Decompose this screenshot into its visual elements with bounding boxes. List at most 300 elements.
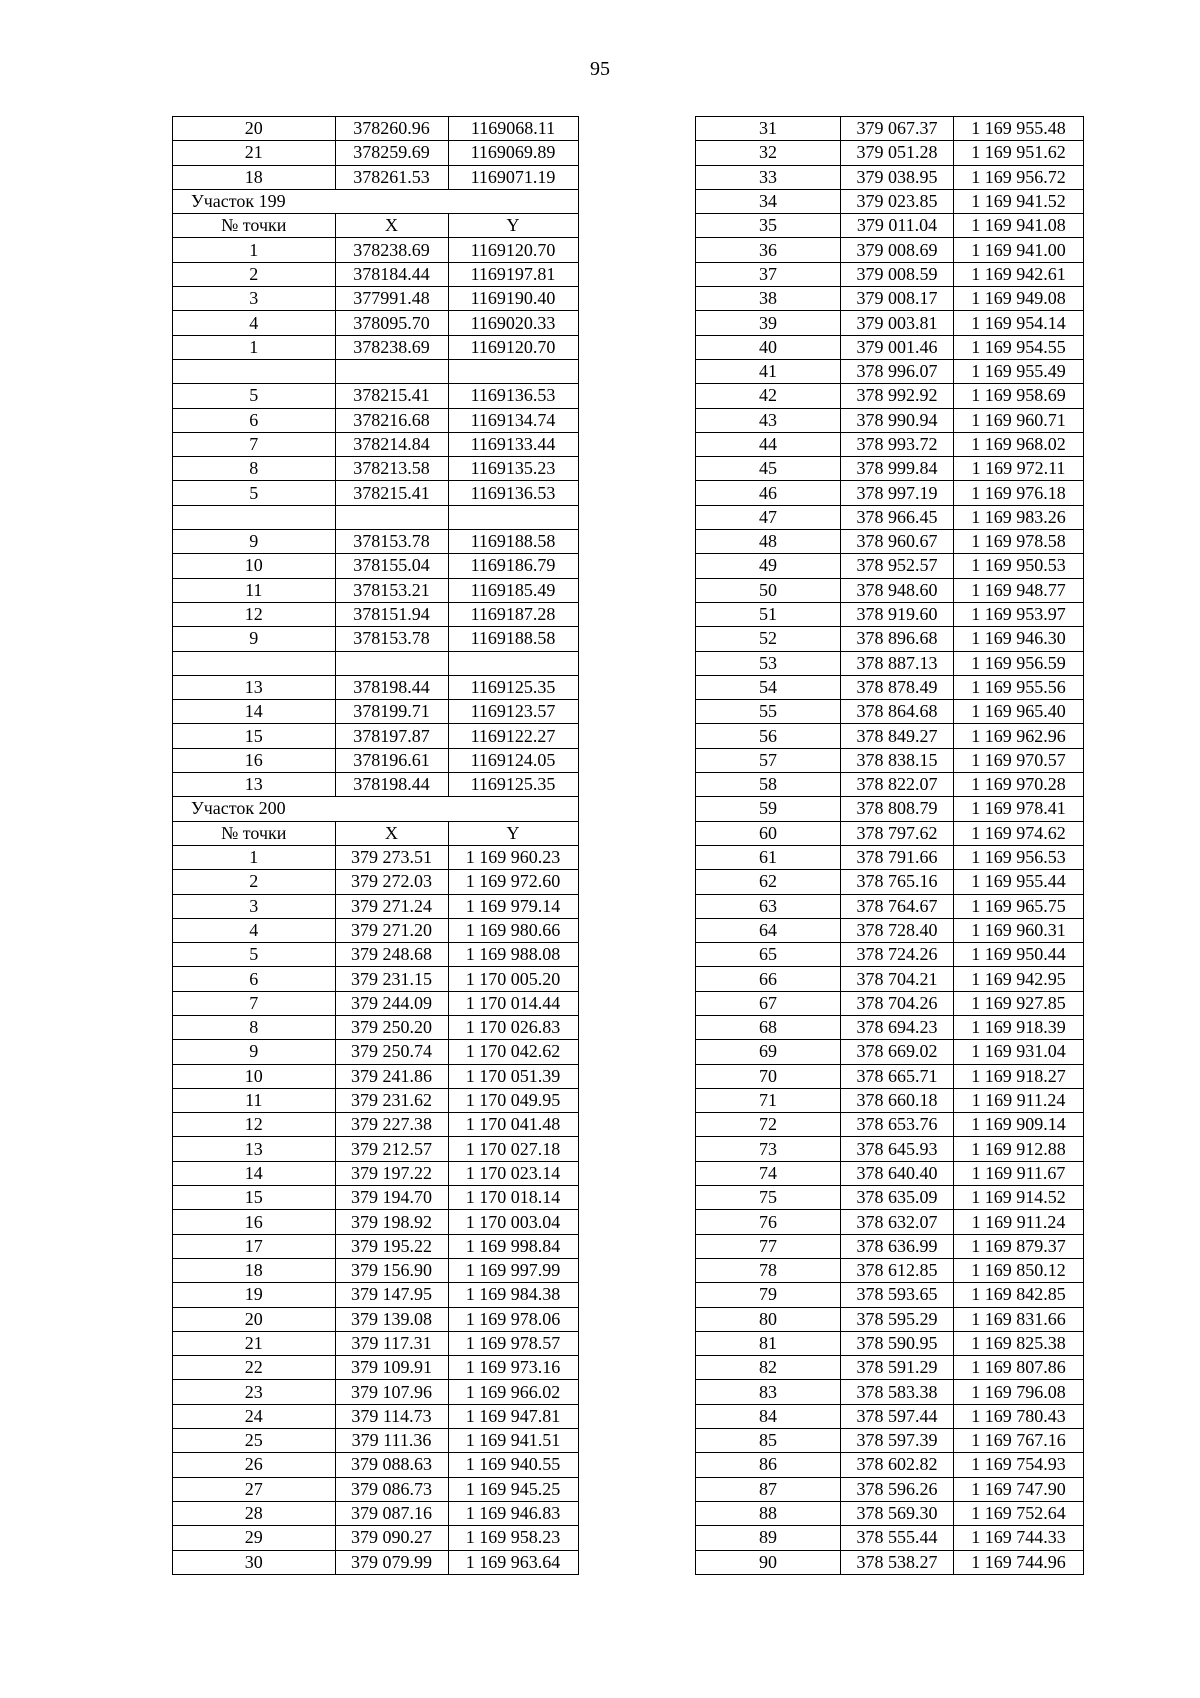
point-number-cell: 89 (696, 1526, 841, 1550)
table-row (696, 262, 1084, 286)
x-coordinate-cell: 379 051.28 (841, 141, 954, 165)
x-coordinate-cell: 379 079.99 (335, 1550, 448, 1574)
x-coordinate-cell: 379 008.59 (841, 262, 954, 286)
y-coordinate-cell: 1 169 960.71 (954, 408, 1084, 432)
section-fill (335, 189, 578, 213)
section-title: Участок 199 (173, 189, 336, 213)
y-coordinate-cell: 1 169 911.24 (954, 1088, 1084, 1112)
table-row (696, 481, 1084, 505)
point-number-cell: 13 (173, 1137, 336, 1161)
point-number-cell: 49 (696, 554, 841, 578)
x-coordinate-cell: 378 538.27 (841, 1550, 954, 1574)
y-coordinate-cell: 1 169 780.43 (954, 1404, 1084, 1428)
table-row (696, 432, 1084, 456)
table-row (696, 1404, 1084, 1428)
table-row (173, 918, 579, 942)
point-number-cell: 15 (173, 724, 336, 748)
point-number-cell: 72 (696, 1113, 841, 1137)
y-coordinate-cell: 1169068.11 (448, 117, 578, 141)
y-coordinate-cell: 1 169 807.86 (954, 1356, 1084, 1380)
y-coordinate-cell: 1 169 941.08 (954, 214, 1084, 238)
point-number-cell: 43 (696, 408, 841, 432)
point-number-cell: 81 (696, 1331, 841, 1355)
x-coordinate-cell: 378 966.45 (841, 505, 954, 529)
point-number-cell: 60 (696, 821, 841, 845)
x-coordinate-cell: 378 596.26 (841, 1477, 954, 1501)
y-coordinate-cell: 1169020.33 (448, 311, 578, 335)
point-number-cell: 10 (173, 554, 336, 578)
x-coordinate-cell: 378 728.40 (841, 918, 954, 942)
x-coordinate-cell: 379 067.37 (841, 117, 954, 141)
y-coordinate-cell: 1 169 948.77 (954, 578, 1084, 602)
table-row (696, 797, 1084, 821)
point-number-cell: 30 (173, 1550, 336, 1574)
table-row (696, 1064, 1084, 1088)
y-coordinate-cell: 1 169 976.18 (954, 481, 1084, 505)
table-row (696, 141, 1084, 165)
table-row (696, 651, 1084, 675)
point-number-cell: 53 (696, 651, 841, 675)
y-coordinate-cell: 1 169 796.08 (954, 1380, 1084, 1404)
table-row (696, 1258, 1084, 1282)
x-coordinate-cell: 379 011.04 (841, 214, 954, 238)
table-row (696, 359, 1084, 383)
point-number-cell: 58 (696, 773, 841, 797)
table-row (696, 1210, 1084, 1234)
point-number-cell: 16 (173, 1210, 336, 1234)
table-row (173, 943, 579, 967)
y-coordinate-cell: 1169125.35 (448, 675, 578, 699)
table-row (696, 1307, 1084, 1331)
y-coordinate-cell: 1169135.23 (448, 457, 578, 481)
x-coordinate-cell: 378238.69 (335, 238, 448, 262)
x-coordinate-cell: 379 003.81 (841, 311, 954, 335)
table-row (173, 578, 579, 602)
point-number-cell: 11 (173, 1088, 336, 1112)
point-number-cell: 50 (696, 578, 841, 602)
x-coordinate-cell: 379 038.95 (841, 165, 954, 189)
x-coordinate-cell: 378 997.19 (841, 481, 954, 505)
point-number-cell: 20 (173, 117, 336, 141)
y-coordinate-cell: 1 170 003.04 (448, 1210, 578, 1234)
section-row (173, 189, 579, 213)
table-row (173, 384, 579, 408)
x-coordinate-cell: 378 864.68 (841, 700, 954, 724)
table-row (696, 1161, 1084, 1185)
y-coordinate-cell: 1 170 005.20 (448, 967, 578, 991)
point-number-cell: 66 (696, 967, 841, 991)
table-row (173, 432, 579, 456)
header-row (173, 821, 579, 845)
y-coordinate-cell: 1 169 752.64 (954, 1501, 1084, 1525)
x-coordinate-cell: 378 612.85 (841, 1258, 954, 1282)
x-coordinate-cell: 379 227.38 (335, 1113, 448, 1137)
point-number-cell: 45 (696, 457, 841, 481)
x-coordinate-cell: 378 640.40 (841, 1161, 954, 1185)
empty-cell (448, 651, 578, 675)
x-coordinate-cell: 378184.44 (335, 262, 448, 286)
table-row (173, 627, 579, 651)
table-row (696, 311, 1084, 335)
section-row (173, 797, 579, 821)
y-coordinate-cell: 1 169 955.56 (954, 675, 1084, 699)
point-number-cell: 90 (696, 1550, 841, 1574)
point-number-cell: 20 (173, 1307, 336, 1331)
x-coordinate-cell: 378 704.21 (841, 967, 954, 991)
y-coordinate-cell: 1 170 023.14 (448, 1161, 578, 1185)
point-number-cell: 2 (173, 870, 336, 894)
y-coordinate-cell: 1169133.44 (448, 432, 578, 456)
point-number-cell: 46 (696, 481, 841, 505)
y-coordinate-cell: 1 169 927.85 (954, 991, 1084, 1015)
table-row (696, 1088, 1084, 1112)
table-row (696, 505, 1084, 529)
table-row (173, 724, 579, 748)
table-row (696, 578, 1084, 602)
table-row (696, 165, 1084, 189)
x-coordinate-cell: 378 591.29 (841, 1356, 954, 1380)
point-number-cell: 52 (696, 627, 841, 651)
y-coordinate-cell: 1 169 955.44 (954, 870, 1084, 894)
y-coordinate-cell: 1 169 931.04 (954, 1040, 1084, 1064)
point-number-cell: 70 (696, 1064, 841, 1088)
table-row (696, 1429, 1084, 1453)
y-coordinate-cell: 1 169 980.66 (448, 918, 578, 942)
x-coordinate-cell: 378 764.67 (841, 894, 954, 918)
y-coordinate-cell: 1169186.79 (448, 554, 578, 578)
table-row (696, 1234, 1084, 1258)
y-coordinate-cell: 1 170 051.39 (448, 1064, 578, 1088)
table-row (696, 845, 1084, 869)
table-row (696, 1501, 1084, 1525)
column-header-x: X (335, 821, 448, 845)
y-coordinate-cell: 1 169 950.44 (954, 943, 1084, 967)
y-coordinate-cell: 1 169 965.40 (954, 700, 1084, 724)
table-row (173, 1429, 579, 1453)
table-row (173, 1331, 579, 1355)
point-number-cell: 32 (696, 141, 841, 165)
y-coordinate-cell: 1169187.28 (448, 602, 578, 626)
table-row (173, 1040, 579, 1064)
y-coordinate-cell: 1 169 942.95 (954, 967, 1084, 991)
y-coordinate-cell: 1 169 956.59 (954, 651, 1084, 675)
x-coordinate-cell: 379 198.92 (335, 1210, 448, 1234)
point-number-cell: 13 (173, 773, 336, 797)
empty-cell (335, 505, 448, 529)
x-coordinate-cell: 379 231.15 (335, 967, 448, 991)
point-number-cell: 69 (696, 1040, 841, 1064)
x-coordinate-cell: 379 008.69 (841, 238, 954, 262)
x-coordinate-cell: 378 999.84 (841, 457, 954, 481)
table-row (696, 724, 1084, 748)
table-row (173, 1283, 579, 1307)
point-number-cell: 29 (173, 1526, 336, 1550)
point-number-cell: 9 (173, 1040, 336, 1064)
x-coordinate-cell: 379 273.51 (335, 845, 448, 869)
table-row (173, 287, 579, 311)
y-coordinate-cell: 1 169 946.30 (954, 627, 1084, 651)
table-row (696, 748, 1084, 772)
point-number-cell: 23 (173, 1380, 336, 1404)
table-row (696, 117, 1084, 141)
empty-cell (173, 651, 336, 675)
table-row (696, 1015, 1084, 1039)
y-coordinate-cell: 1 169 945.25 (448, 1477, 578, 1501)
y-coordinate-cell: 1169124.05 (448, 748, 578, 772)
table-row (173, 554, 579, 578)
y-coordinate-cell: 1 169 911.67 (954, 1161, 1084, 1185)
x-coordinate-cell: 378 602.82 (841, 1453, 954, 1477)
point-number-cell: 64 (696, 918, 841, 942)
x-coordinate-cell: 378199.71 (335, 700, 448, 724)
empty-cell (335, 359, 448, 383)
x-coordinate-cell: 378 948.60 (841, 578, 954, 602)
point-number-cell: 84 (696, 1404, 841, 1428)
y-coordinate-cell: 1 169 963.64 (448, 1550, 578, 1574)
x-coordinate-cell: 379 271.20 (335, 918, 448, 942)
table-row (696, 1453, 1084, 1477)
point-number-cell: 22 (173, 1356, 336, 1380)
table-row (696, 1137, 1084, 1161)
coordinates-table-right (695, 116, 1084, 1575)
empty-cell (448, 359, 578, 383)
x-coordinate-cell: 378 632.07 (841, 1210, 954, 1234)
point-number-cell: 14 (173, 1161, 336, 1185)
y-coordinate-cell: 1169197.81 (448, 262, 578, 286)
point-number-cell: 34 (696, 189, 841, 213)
x-coordinate-cell: 379 109.91 (335, 1356, 448, 1380)
point-number-cell: 12 (173, 602, 336, 626)
y-coordinate-cell: 1 169 979.14 (448, 894, 578, 918)
table-row (173, 1380, 579, 1404)
x-coordinate-cell: 378 665.71 (841, 1064, 954, 1088)
y-coordinate-cell: 1169190.40 (448, 287, 578, 311)
x-coordinate-cell: 378 990.94 (841, 408, 954, 432)
x-coordinate-cell: 379 147.95 (335, 1283, 448, 1307)
table-row (173, 457, 579, 481)
y-coordinate-cell: 1 169 962.96 (954, 724, 1084, 748)
x-coordinate-cell: 378214.84 (335, 432, 448, 456)
table-row (173, 748, 579, 772)
table-row (696, 870, 1084, 894)
x-coordinate-cell: 378 555.44 (841, 1526, 954, 1550)
x-coordinate-cell: 378 993.72 (841, 432, 954, 456)
point-number-cell: 40 (696, 335, 841, 359)
table-row (173, 700, 579, 724)
y-coordinate-cell: 1 169 972.60 (448, 870, 578, 894)
x-coordinate-cell: 378198.44 (335, 675, 448, 699)
point-number-cell: 5 (173, 481, 336, 505)
point-number-cell: 1 (173, 845, 336, 869)
point-number-cell: 16 (173, 748, 336, 772)
point-number-cell: 31 (696, 117, 841, 141)
point-number-cell: 18 (173, 165, 336, 189)
x-coordinate-cell: 378 583.38 (841, 1380, 954, 1404)
table-row (696, 1186, 1084, 1210)
point-number-cell: 55 (696, 700, 841, 724)
table-row (696, 1526, 1084, 1550)
x-coordinate-cell: 378153.78 (335, 627, 448, 651)
point-number-cell: 47 (696, 505, 841, 529)
y-coordinate-cell: 1 170 027.18 (448, 1137, 578, 1161)
section-fill (335, 797, 578, 821)
point-number-cell: 51 (696, 602, 841, 626)
column-header-x: X (335, 214, 448, 238)
table-row (173, 117, 579, 141)
point-number-cell: 41 (696, 359, 841, 383)
table-row (696, 1356, 1084, 1380)
y-coordinate-cell: 1 169 744.96 (954, 1550, 1084, 1574)
y-coordinate-cell: 1 169 954.14 (954, 311, 1084, 335)
header-row (173, 214, 579, 238)
x-coordinate-cell: 378 992.92 (841, 384, 954, 408)
table-row (173, 141, 579, 165)
table-row (173, 1526, 579, 1550)
table-row (173, 1186, 579, 1210)
point-number-cell: 9 (173, 627, 336, 651)
table-row (696, 918, 1084, 942)
point-number-cell: 74 (696, 1161, 841, 1185)
x-coordinate-cell: 378 808.79 (841, 797, 954, 821)
table-row (696, 943, 1084, 967)
table-row (696, 1380, 1084, 1404)
point-number-cell: 33 (696, 165, 841, 189)
x-coordinate-cell: 378153.78 (335, 530, 448, 554)
x-coordinate-cell: 379 241.86 (335, 1064, 448, 1088)
table-row (696, 991, 1084, 1015)
point-number-cell: 44 (696, 432, 841, 456)
point-number-cell: 1 (173, 335, 336, 359)
point-number-cell: 13 (173, 675, 336, 699)
table-row (696, 1550, 1084, 1574)
table-row (173, 1258, 579, 1282)
x-coordinate-cell: 378 660.18 (841, 1088, 954, 1112)
point-number-cell: 8 (173, 457, 336, 481)
table-row (173, 1550, 579, 1574)
point-number-cell: 17 (173, 1234, 336, 1258)
y-coordinate-cell: 1 169 978.06 (448, 1307, 578, 1331)
table-row (173, 894, 579, 918)
point-number-cell: 27 (173, 1477, 336, 1501)
y-coordinate-cell: 1 169 965.75 (954, 894, 1084, 918)
x-coordinate-cell: 379 194.70 (335, 1186, 448, 1210)
point-number-cell: 79 (696, 1283, 841, 1307)
y-coordinate-cell: 1 169 970.57 (954, 748, 1084, 772)
y-coordinate-cell: 1 169 949.08 (954, 287, 1084, 311)
x-coordinate-cell: 378153.21 (335, 578, 448, 602)
y-coordinate-cell: 1 169 747.90 (954, 1477, 1084, 1501)
x-coordinate-cell: 379 231.62 (335, 1088, 448, 1112)
point-number-cell: 18 (173, 1258, 336, 1282)
x-coordinate-cell: 378095.70 (335, 311, 448, 335)
table-row (696, 675, 1084, 699)
x-coordinate-cell: 379 195.22 (335, 1234, 448, 1258)
x-coordinate-cell: 379 250.74 (335, 1040, 448, 1064)
point-number-cell: 65 (696, 943, 841, 967)
point-number-cell: 7 (173, 432, 336, 456)
point-number-cell: 42 (696, 384, 841, 408)
x-coordinate-cell: 378 952.57 (841, 554, 954, 578)
y-coordinate-cell: 1 169 744.33 (954, 1526, 1084, 1550)
y-coordinate-cell: 1 169 941.52 (954, 189, 1084, 213)
x-coordinate-cell: 378198.44 (335, 773, 448, 797)
table-row (696, 335, 1084, 359)
y-coordinate-cell: 1169122.27 (448, 724, 578, 748)
x-coordinate-cell: 378 593.65 (841, 1283, 954, 1307)
x-coordinate-cell: 378260.96 (335, 117, 448, 141)
x-coordinate-cell: 378 704.26 (841, 991, 954, 1015)
y-coordinate-cell: 1 169 911.24 (954, 1210, 1084, 1234)
x-coordinate-cell: 378 635.09 (841, 1186, 954, 1210)
table-row (696, 1477, 1084, 1501)
y-coordinate-cell: 1 169 879.37 (954, 1234, 1084, 1258)
table-row (173, 773, 579, 797)
x-coordinate-cell: 377991.48 (335, 287, 448, 311)
point-number-cell: 75 (696, 1186, 841, 1210)
table-row (173, 530, 579, 554)
y-coordinate-cell: 1 169 909.14 (954, 1113, 1084, 1137)
x-coordinate-cell: 378 849.27 (841, 724, 954, 748)
point-number-cell: 5 (173, 943, 336, 967)
table-row (173, 1064, 579, 1088)
column-header-point: № точки (173, 214, 336, 238)
y-coordinate-cell: 1 169 954.55 (954, 335, 1084, 359)
x-coordinate-cell: 379 271.24 (335, 894, 448, 918)
y-coordinate-cell: 1 169 842.85 (954, 1283, 1084, 1307)
point-number-cell: 19 (173, 1283, 336, 1307)
y-coordinate-cell: 1169071.19 (448, 165, 578, 189)
point-number-cell: 61 (696, 845, 841, 869)
x-coordinate-cell: 379 139.08 (335, 1307, 448, 1331)
y-coordinate-cell: 1 169 912.88 (954, 1137, 1084, 1161)
table-row (696, 700, 1084, 724)
table-row (696, 773, 1084, 797)
x-coordinate-cell: 378 878.49 (841, 675, 954, 699)
point-number-cell: 87 (696, 1477, 841, 1501)
x-coordinate-cell: 378 569.30 (841, 1501, 954, 1525)
table-row (173, 1307, 579, 1331)
point-number-cell: 39 (696, 311, 841, 335)
x-coordinate-cell: 379 244.09 (335, 991, 448, 1015)
x-coordinate-cell: 378155.04 (335, 554, 448, 578)
y-coordinate-cell: 1 169 918.39 (954, 1015, 1084, 1039)
point-number-cell: 71 (696, 1088, 841, 1112)
table-row (696, 627, 1084, 651)
point-number-cell: 36 (696, 238, 841, 262)
y-coordinate-cell: 1169120.70 (448, 238, 578, 262)
x-coordinate-cell: 379 111.36 (335, 1429, 448, 1453)
table-row (696, 1040, 1084, 1064)
x-coordinate-cell: 379 156.90 (335, 1258, 448, 1282)
table-row (173, 870, 579, 894)
table-row (696, 530, 1084, 554)
y-coordinate-cell: 1169188.58 (448, 627, 578, 651)
y-coordinate-cell: 1 169 973.16 (448, 1356, 578, 1380)
point-number-cell: 37 (696, 262, 841, 286)
y-coordinate-cell: 1 169 953.97 (954, 602, 1084, 626)
y-coordinate-cell: 1169069.89 (448, 141, 578, 165)
y-coordinate-cell: 1 169 946.83 (448, 1501, 578, 1525)
point-number-cell: 82 (696, 1356, 841, 1380)
x-coordinate-cell: 378213.58 (335, 457, 448, 481)
point-number-cell: 59 (696, 797, 841, 821)
x-coordinate-cell: 378197.87 (335, 724, 448, 748)
table-row (173, 991, 579, 1015)
table-row (696, 1113, 1084, 1137)
blank-row (173, 651, 579, 675)
y-coordinate-cell: 1 169 974.62 (954, 821, 1084, 845)
table-row (696, 189, 1084, 213)
